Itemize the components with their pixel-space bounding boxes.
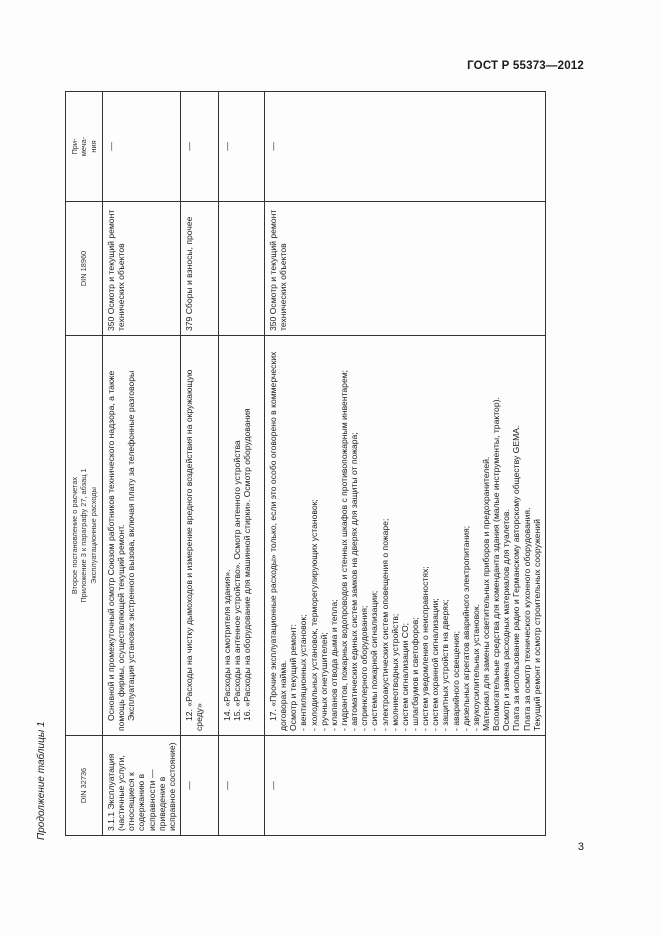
list-item: - системы пожарной сигнализации; <box>369 590 380 731</box>
regulation-paragraph: Вспомогательные средства для коменданта здания (малые инструменты, трактор). <box>491 397 502 731</box>
rotated-table-container <box>65 92 582 836</box>
cell-notes: — <box>180 92 218 202</box>
regulation-paragraph: 15. «Расходы на антенное устройство». Осмотр антенного устройства <box>232 440 243 721</box>
standard-code: ГОСТ Р 55373—2012 <box>467 60 584 72</box>
regulation-paragraph: 17. «Прочие эксплуатационные расходы» только, если это особо оговорено в коммерческих договорах найма. <box>267 351 289 731</box>
regulation-paragraph: Осмотр и замена расходных материалов для туалетов. <box>501 509 512 731</box>
regulation-paragraph: Плата за использование радио и Германскому авторскому обществу GEMA. <box>511 425 522 731</box>
list-item: - дизельных агрегатов аварийного электропитания; <box>460 525 471 731</box>
table-row <box>103 92 181 836</box>
table-header-row <box>66 92 103 836</box>
cell-din18960: 350 Осмотр и текущий ремонт технических объектов <box>264 202 545 336</box>
regulation-paragraph: Текущий ремонт и осмотр строительных сооружений <box>531 519 542 731</box>
header-regulation-line: Второе постановление о расчетах <box>70 476 80 595</box>
regulation-subhead: Осмотр и текущий ремонт: <box>288 624 299 731</box>
list-item: - систем сигнализации CO; <box>399 622 410 731</box>
cell-din32736: 3.1.1 Эксплуатация (частичные услуги, относящиеся к содержанию в исправности — приведение в исправное состояние) <box>103 736 181 836</box>
cell-regulation <box>218 336 264 736</box>
cell-regulation <box>103 336 181 736</box>
header-notes-line: При- <box>70 138 80 155</box>
header-notes-line: меча- <box>79 136 89 157</box>
list-item: - систем охранной сигнализации; <box>430 598 441 731</box>
list-item: - ручных огнетушителей; <box>318 632 329 731</box>
table-row <box>180 92 218 836</box>
list-item: - холодильных установок, терморегулирующих установок; <box>308 499 319 731</box>
regulation-paragraph: Материал для замены осветительных приборов и предохранителей. <box>480 456 491 731</box>
cell-din18960: 350 Осмотр и текущий ремонт технических объектов <box>103 202 181 336</box>
cell-din32736: — <box>218 736 264 836</box>
list-item: - систем уведомления о неисправностях; <box>420 566 431 731</box>
header-regulation <box>66 336 103 736</box>
continuation-table <box>65 91 546 836</box>
list-item: - автоматических единых систем замков на дверях для защиты от пожара; <box>349 432 360 731</box>
cell-din18960: 379 Сборы и взносы, прочее <box>180 202 218 336</box>
header-regulation-line: Эксплуатационные расходы <box>88 487 98 584</box>
table-frame <box>65 92 582 836</box>
regulation-paragraph: Эксплуатация установок экстренного вызова, включая плату за телефонные разговоры <box>126 370 137 721</box>
regulation-paragraph: 12. «Расходы на чистку дымоходов и измерение вредного воздействия на окружающую среду» <box>183 369 205 731</box>
table-row <box>218 92 264 836</box>
header-din32736: DIN 32736 <box>66 736 103 836</box>
list-item: - защитных устройств на дверях; <box>440 599 451 731</box>
regulation-paragraph: Основной и промежуточный осмотр Союзом работников технического надзора, а также помощь фирмы, осуществляющей текущий ремонт. <box>106 370 127 731</box>
list-item: - шлагбаумов и светофоров; <box>409 617 420 731</box>
regulation-paragraph: 16. «Расходы на оборудование для машинной стирки». Осмотр оборудования <box>242 408 253 721</box>
cell-regulation <box>264 336 545 736</box>
list-item: - вентиляционных установок; <box>298 614 309 731</box>
header-notes <box>66 92 103 202</box>
cell-notes: — <box>103 92 181 202</box>
list-item: - молниеотводных устройств; <box>389 613 400 731</box>
list-item: - спринклерного оборудования; <box>359 605 370 731</box>
header-din18960: DIN 18960 <box>66 202 103 336</box>
header-notes-line: ния <box>88 140 98 153</box>
list-item: - гидрантов, пожарных водопроводов и стенных шкафов с противопожарным инвентарем; <box>338 369 349 731</box>
list-item: - клапанов отвода дыма и тепла; <box>328 599 339 731</box>
regulation-paragraph: 14. «Расходы на смотрителя здания». <box>221 569 232 721</box>
regulation-paragraph: Плата за осмотр технического кухонного оборудования. <box>521 507 532 731</box>
cell-din32736: — <box>264 736 545 836</box>
cell-notes: — <box>264 92 545 202</box>
list-item: - звукоусилительных установок. <box>470 604 481 731</box>
cell-din32736: — <box>180 736 218 836</box>
list-item: - электроакустических систем оповещения о пожаре; <box>379 518 390 731</box>
cell-notes: — <box>218 92 264 202</box>
table-caption: Продолжение таблицы 1 <box>36 721 47 840</box>
cell-din18960 <box>218 202 264 336</box>
header-regulation-line: Приложение 3 к параграфу 27, абзац 1 <box>79 468 89 603</box>
page-number: 3 <box>577 841 584 853</box>
cell-regulation <box>180 336 218 736</box>
list-item: - аварийного освещения; <box>450 631 461 731</box>
table-row <box>264 92 545 836</box>
